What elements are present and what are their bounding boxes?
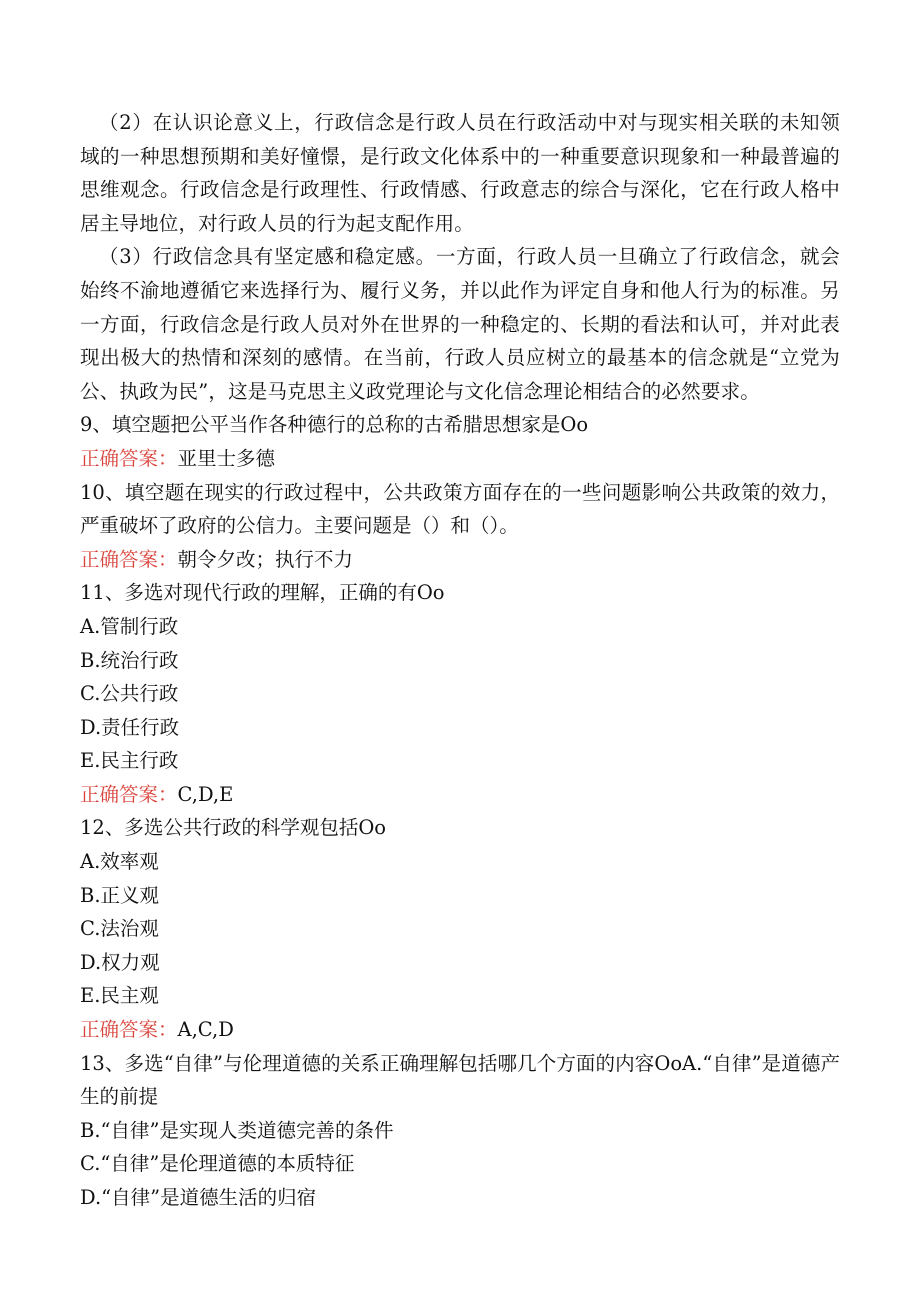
answer-line: [80, 543, 840, 577]
option-d: D.责任行政: [80, 715, 180, 739]
answer-label: 正确答案：: [80, 1018, 178, 1042]
question-text: 12、多选公共行政的科学观包括Oo: [80, 816, 387, 840]
question-block-11: [80, 576, 840, 811]
question-text: 10、填空题在现实的行政过程中，公共政策方面存在的一些问题影响公共政策的效力，严重破坏了政府的公信力。主要问题是（）和（）。: [80, 480, 840, 538]
question-block-9: [80, 408, 840, 475]
paragraph-2: （2）在认识论意义上，行政信念是行政人员在行政活动中对与现实相关联的未知领域的一种思想预期和美好憧憬，是行政文化体系中的一种重要意识现象和一种最普遍的思维观念。行政信念是行政理性、行政情感、行政意志的综合与深化，它在行政人格中居主导地位，对行政人员的行为起支配作用。: [80, 111, 840, 235]
question-block-13: [80, 1047, 840, 1215]
option-d: D.权力观: [80, 950, 160, 974]
document-content: [80, 106, 840, 1215]
answer-line: [80, 778, 840, 812]
option-e: E.民主观: [80, 984, 159, 1008]
option-b: B.“自律”是实现人类道德完善的条件: [80, 1118, 394, 1142]
option-c: C.法治观: [80, 917, 159, 941]
option-b: B.正义观: [80, 883, 160, 907]
paragraph-3: （3）行政信念具有坚定感和稳定感。一方面，行政人员一旦确立了行政信念，就会始终不渝地遵循它来选择行为、履行义务，并以此作为评定自身和他人行为的标准。另一方面，行政信念是行政人员对外在世界的一种稳定的、长期的看法和认可，并对此表现出极大的热情和深刻的感情。在当前，行政人员应树立的最基本的信念就是“立党为公、执政为民”，这是马克思主义政党理论与文化信念理论相结合的必然要求。: [80, 245, 840, 403]
option-c: C.“自律”是伦理道德的本质特征: [80, 1152, 355, 1176]
option-a: A.效率观: [80, 850, 159, 874]
option-list: [80, 610, 840, 778]
answer-label: 正确答案：: [80, 782, 178, 806]
question-text: 11、多选对现代行政的理解，正确的有Oo: [80, 581, 445, 605]
answer-value: C,D,E: [177, 782, 234, 806]
option-c: C.公共行政: [80, 682, 179, 706]
answer-label: 正确答案：: [80, 547, 178, 571]
answer-label: 正确答案：: [80, 446, 178, 470]
option-a: A.管制行政: [80, 614, 179, 638]
question-block-12: [80, 811, 840, 1046]
answer-value: 朝令夕改；执行不力: [177, 547, 354, 571]
answer-line: [80, 1013, 840, 1047]
question-block-10: [80, 476, 840, 577]
answer-line: [80, 442, 840, 476]
question-text: 13、多选“自律”与伦理道德的关系正确理解包括哪几个方面的内容OoA.“自律”是道德产生的前提: [80, 1051, 840, 1109]
option-d: D.“自律”是道德生活的归宿: [80, 1186, 317, 1209]
answer-value: 亚里士多德: [177, 446, 276, 470]
option-list: [80, 1114, 840, 1215]
question-text: 9、填空题把公平当作各种德行的总称的古希腊思想家是Oo: [80, 413, 589, 437]
option-list: [80, 845, 840, 1013]
answer-value: A,C,D: [177, 1018, 234, 1042]
option-e: E.民主行政: [80, 749, 179, 773]
option-b: B.统治行政: [80, 648, 179, 672]
